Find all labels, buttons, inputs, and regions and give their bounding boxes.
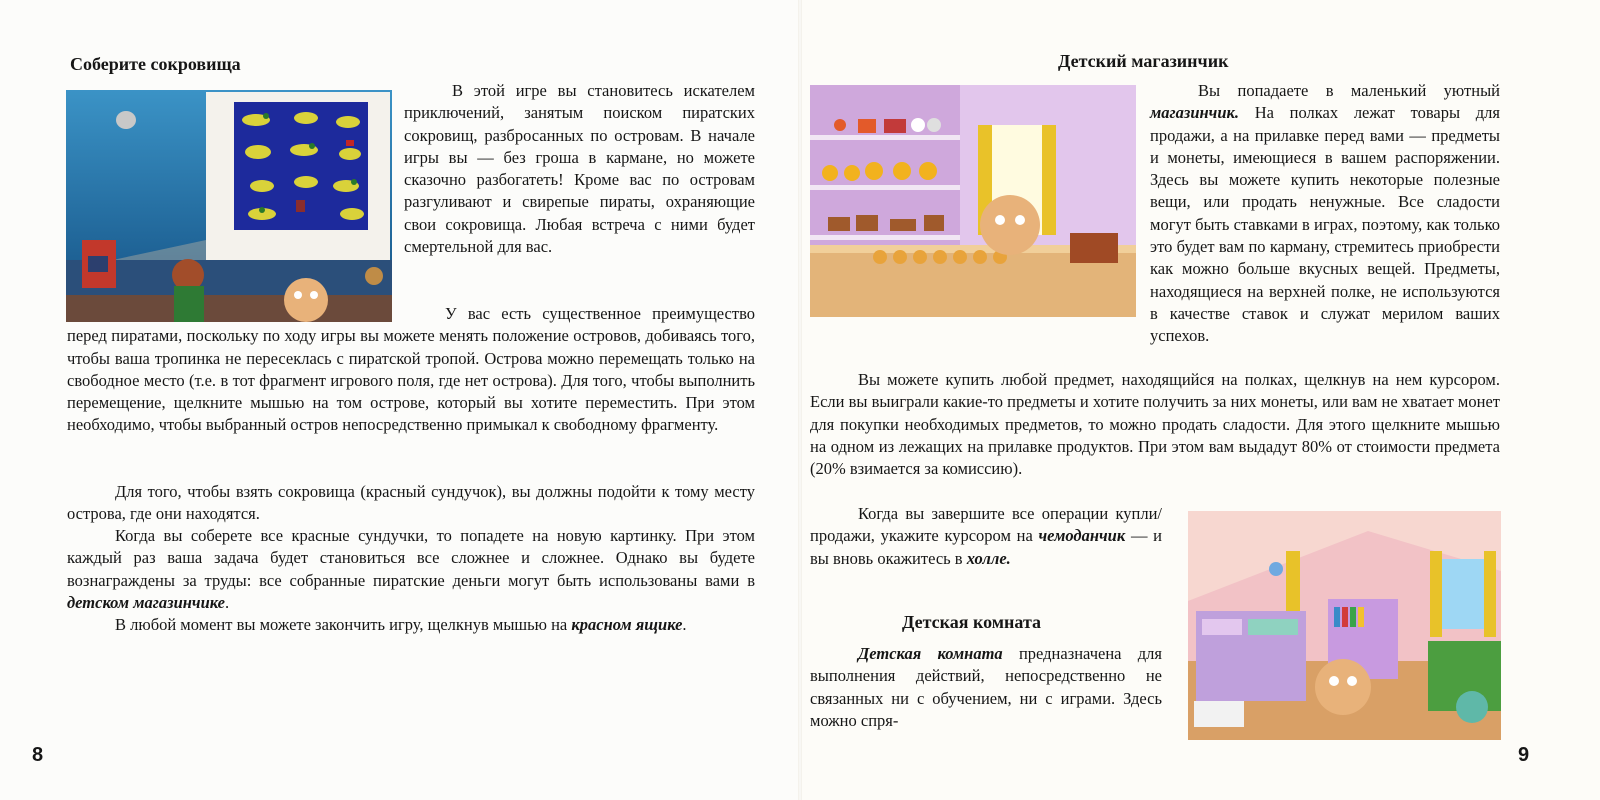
treasure-p3-end: . — [224, 592, 230, 612]
shop-p3-mid: — и вы вновь окажитесь в — [810, 526, 1162, 568]
treasure-paragraph-3 — [67, 525, 755, 614]
treasure-intro-paragraph: В этой игре вы становитесь искателем приключений, занятым поиском пиратских сокровищ, разбросанных по островам. В начале игры вы — без гроша в кармане, но можете сказочно разбогатеть! Кроме вас по островам разгуливают и свирепые пираты, охраняющие свои сокровища. Любая встреча с ними будет смертельной для вас. — [404, 81, 755, 257]
treasure-game-screenshot — [66, 90, 392, 322]
treasure-p1-text: У вас есть существенное преимущество перед пиратами, поскольку по ходу игры вы можете менять положение островов, добиваясь того, чтобы ваша тропинка не пересеклась с пиратской тропой. Острова можно перемещать только на свободное место (т.е. в тот фрагмент игрового поля, где нет острова). Для того, чтобы выполнить перемещение, щелкните мышью на том острове, который вы хотите переместить. При этом необходимо, чтобы выбранный остров непосредственно примыкал к свободному фрагменту. — [67, 304, 755, 435]
shop-link-text: детском магазинчике — [67, 592, 225, 612]
shop-paragraph-2: Вы можете купить любой предмет, находящийся на полках, щелкнув на нем курсором. Если вы выиграли какие-то предметы и хотите получить за них монеты, или вам не хватает монет для покупки необходимых предметов, то можно продать сладости. Для этого щелкните мышью на одном из лежащих на прилавке продуктов. При этом вам выдадут 80% от стоимости предмета (20% взимается за комиссию). — [810, 370, 1500, 479]
hall-word: холле. — [966, 548, 1011, 568]
kids-room-term: Детская комната — [858, 644, 1003, 663]
kids-room-heading: Детская комната — [902, 612, 1041, 632]
page-number-left: 8 — [32, 744, 44, 766]
red-box-text: красном ящике — [571, 615, 683, 634]
shop-word: магазинчик. — [1150, 103, 1239, 123]
treasure-heading: Соберите сокровища — [70, 54, 241, 74]
shop-p1-rest: На полках лежат товары для продажи, а на прилавке перед вами — предметы и монеты, имеющиеся в вашем распоряжении. Здесь вы можете купить некоторые полезные вещи, или продать ненужные. Все сладости могут быть ставками в играх, поэтому, как только это будет вам по карману, стремитесь приобрести как можно больше вкусных вещей. Предметы, находящиеся на верхней полке, не используются в качестве ставок и служат мерилом ваших успехов. — [1150, 103, 1500, 346]
treasure-p4-end: . — [682, 615, 687, 634]
kids-room-paragraph — [810, 643, 1162, 732]
kids-room-screenshot — [1188, 511, 1501, 740]
shop-paragraph-1 — [810, 80, 1500, 348]
treasure-p3-text: Когда вы соберете все красные сундучки, то попадете на новую картинку. При этом каждый раз ваша задача будет становиться все сложнее и сложнее. Однако вы будете вознаграждены за труды: все собранные пиратские деньги могут быть использованы вами в — [67, 526, 755, 590]
kids-room-text: предназначена для выполнения действий, непосредственно не связанных ни с обучением, ни с играми. Здесь можно спря- — [810, 644, 1162, 730]
shop-paragraph-3 — [810, 503, 1162, 570]
treasure-paragraph-1 — [67, 303, 755, 437]
shop-p1-text: Вы попадаете в маленький уютный — [1198, 81, 1500, 100]
treasure-paragraph-4 — [67, 614, 755, 636]
suitcase-word: чемоданчик — [1038, 526, 1126, 546]
shop-p3-text: Когда вы завершите все операции купли/продажи, укажите курсором на — [810, 504, 1162, 546]
treasure-p4-text: В любой момент вы можете закончить игру, щелкнув мышью на — [115, 615, 572, 634]
book-gutter — [798, 0, 802, 800]
page-number-right: 9 — [1518, 744, 1530, 766]
shop-heading: Детский магазинчик — [1058, 51, 1229, 71]
treasure-paragraph-2: Для того, чтобы взять сокровища (красный сундучок), вы должны подойти к тому месту острова, где они находятся. — [67, 482, 755, 524]
